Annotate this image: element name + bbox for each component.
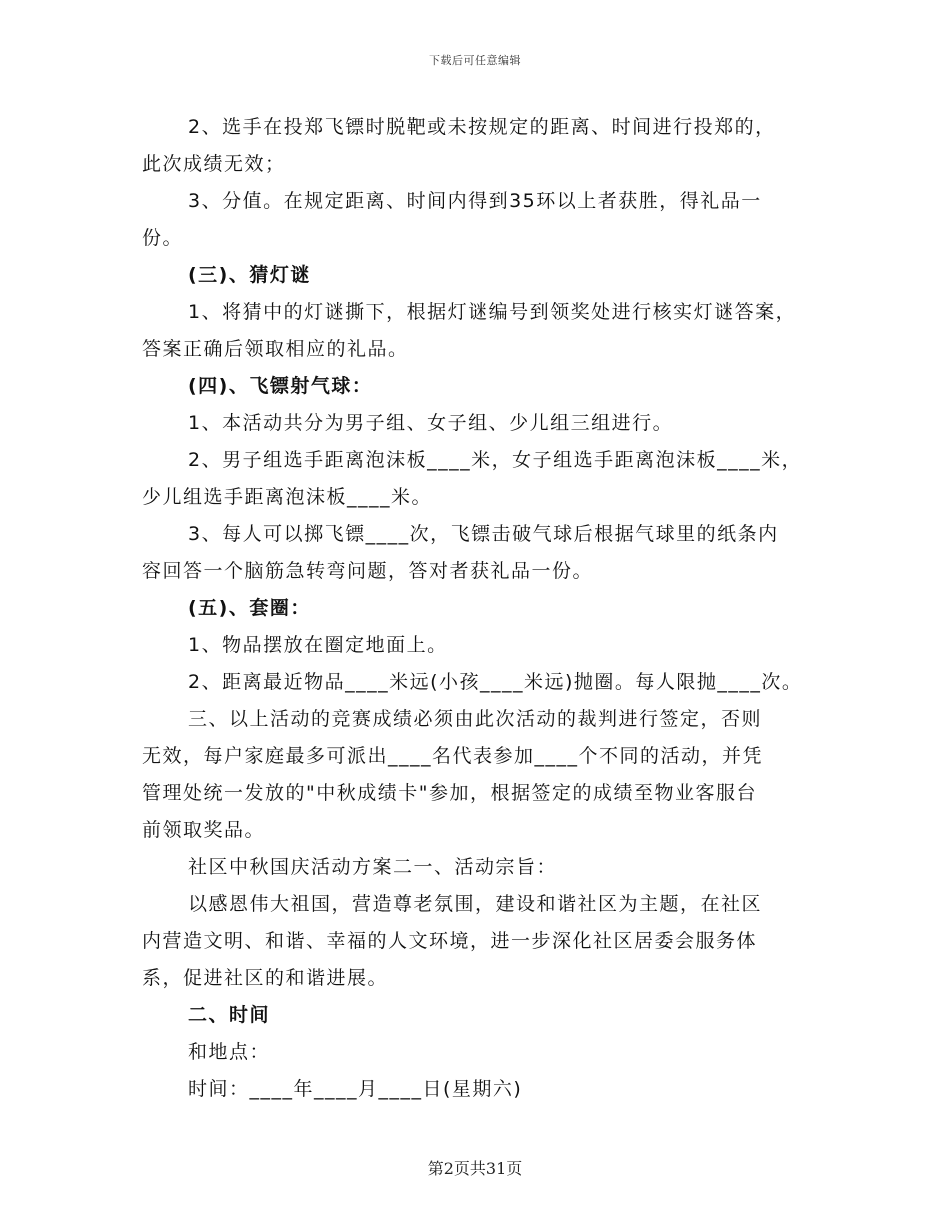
paragraph-line: 少儿组选手距离泡沫板____米。 — [142, 486, 433, 508]
page-header: 下载后可任意编辑 — [429, 54, 521, 67]
paragraph-line: 和地点： — [188, 1041, 271, 1063]
paragraph-line: 份。 — [142, 227, 184, 249]
paragraph-line: 内营造文明、和谐、幸福的人文环境，进一步深化社区居委会服务体 — [142, 930, 758, 952]
paragraph-line: 无效，每户家庭最多可派出____名代表参加____个不同的活动，并凭 — [142, 745, 764, 767]
section-heading: (四)、飞镖射气球： — [188, 375, 373, 397]
paragraph-line: 2、男子组选手距离泡沫板____米，女子组选手距离泡沫板____米， — [188, 449, 803, 471]
paragraph-line: 系，促进社区的和谐进展。 — [142, 967, 389, 989]
paragraph-line: 答案正确后领取相应的礼品。 — [142, 338, 409, 360]
paragraph-line: 社区中秋国庆活动方案二一、活动宗旨： — [188, 856, 558, 878]
section-heading: 二、时间 — [188, 1004, 271, 1026]
paragraph-line: 前领取奖品。 — [142, 819, 266, 841]
paragraph-line: 时间：____年____月____日(星期六) — [188, 1078, 523, 1100]
paragraph-line: 3、每人可以掷飞镖____次，飞镖击破气球后根据气球里的纸条内 — [188, 523, 779, 545]
paragraph-line: 管理处统一发放的"中秋成绩卡"参加，根据签定的成绩至物业客服台 — [142, 782, 757, 804]
section-heading: (五)、套圈： — [188, 597, 311, 619]
paragraph-line: 1、将猜中的灯谜撕下，根据灯谜编号到领奖处进行核实灯谜答案， — [188, 301, 797, 323]
paragraph-line: 1、本活动共分为男子组、女子组、少儿组三组进行。 — [188, 412, 674, 434]
paragraph-line: 3、分值。在规定距离、时间内得到35环以上者获胜，得礼品一 — [188, 190, 762, 212]
paragraph-line: 三、以上活动的竞赛成绩必须由此次活动的裁判进行签定，否则 — [188, 708, 763, 730]
paragraph-line: 2、选手在投郑飞镖时脱靶或未按规定的距离、时间进行投郑的， — [188, 116, 776, 138]
paragraph-line: 此次成绩无效； — [142, 153, 286, 175]
paragraph-line: 2、距离最近物品____米远(小孩____米远)抛圈。每人限抛____次。 — [188, 671, 803, 693]
paragraph-line: 以感恩伟大祖国，营造尊老氛围，建设和谐社区为主题，在社区 — [188, 893, 763, 915]
section-heading: (三)、猜灯谜 — [188, 264, 311, 286]
paragraph-line: 容回答一个脑筋急转弯问题，答对者获礼品一份。 — [142, 560, 594, 582]
page-footer: 第2页共31页 — [427, 1159, 523, 1178]
paragraph-line: 1、物品摆放在圈定地面上。 — [188, 634, 448, 656]
